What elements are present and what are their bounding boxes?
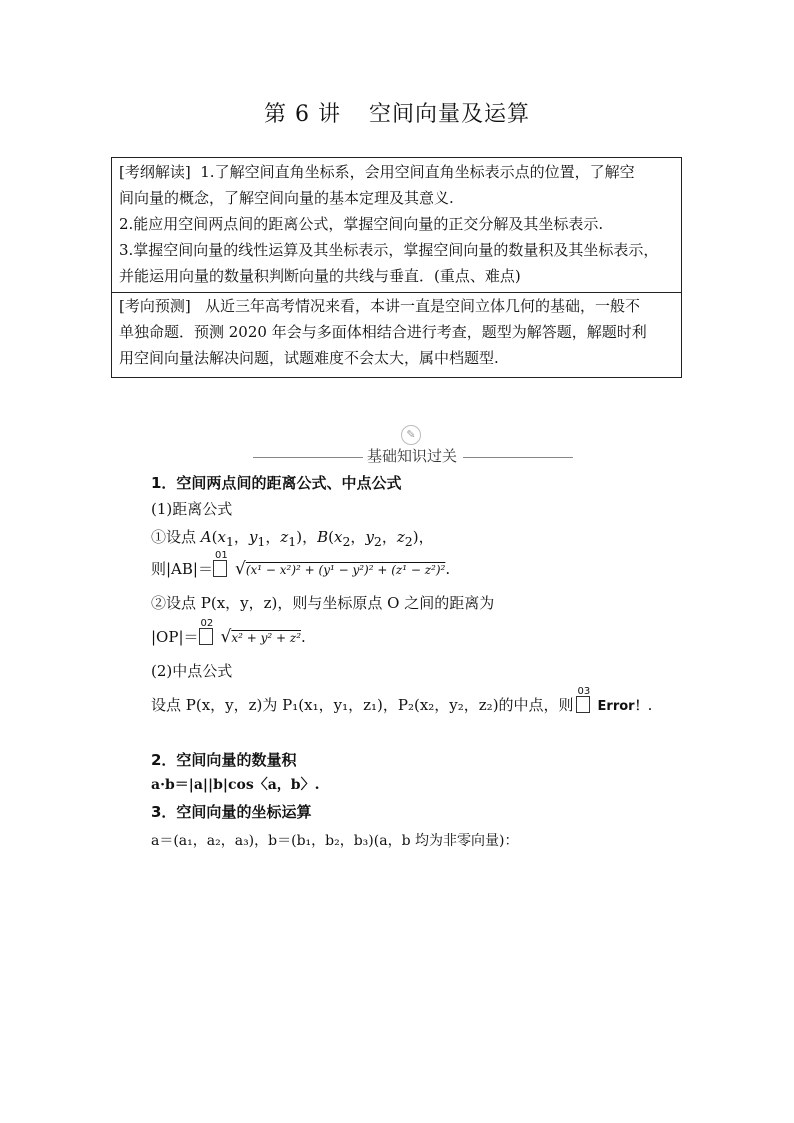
forecast-box — [111, 292, 682, 378]
distance-op-formula: x² + y² + z² — [231, 631, 302, 645]
distance-op-line: |OP|＝ 02 √x² + y² + z². — [151, 618, 306, 647]
syllabus-line-3: 2.能应用空间两点间的距离公式，掌握空间向量的正交分解及其坐标表示. — [119, 215, 604, 233]
answer-placeholder-03: 03 — [576, 696, 590, 713]
forecast-tag: [考向预测] — [119, 297, 191, 315]
section-3-heading: 3．空间向量的坐标运算 — [151, 803, 312, 821]
distance-ab-line: 则|AB|＝ 01 √(x¹ − x²)² + (y¹ − y²)² + (z¹ − z²)². — [151, 550, 451, 579]
divider-label: 基础知识过关 — [366, 447, 457, 465]
distance-ab-formula: (x¹ − x²)² + (y¹ − y²)² + (z¹ − z²)² — [245, 563, 446, 577]
answer-placeholder-01: 01 — [213, 560, 227, 577]
sqrt-icon: √ — [234, 559, 246, 579]
divider-line-left — [253, 457, 363, 458]
section-divider — [253, 425, 573, 465]
syllabus-box — [111, 157, 682, 293]
point-p-line: ②设点 P(x，y，z)，则与坐标原点 O 之间的距离为 — [151, 594, 495, 612]
point-ab-line: ①设点 $A(x_1$，$y_1$，$z_1$)，$B(x_2$，$y_2$，$z_2$)， — [151, 528, 434, 549]
coordinate-operation-line: a＝(a₁，a₂，a₃)，b＝(b₁，b₂，b₃)(a，b 均为非零向量)： — [151, 833, 519, 849]
syllabus-line-1: [考纲解读] 1.了解空间直角坐标系，会用空间直角坐标表示点的位置，了解空 — [119, 163, 635, 181]
sqrt-icon: √ — [220, 627, 232, 647]
syllabus-tag: [考纲解读] — [119, 163, 191, 181]
pencil-icon: ✎ — [401, 425, 421, 445]
forecast-line-3: 用空间向量法解决问题，试题难度不会太大，属中档题型. — [119, 349, 499, 367]
section-2-heading: 2．空间向量的数量积 — [151, 751, 297, 769]
error-text: Error！ — [597, 699, 648, 714]
syllabus-line-5: 并能运用向量的数量积判断向量的共线与垂直．(重点、难点) — [119, 267, 521, 285]
syllabus-line-4: 3.掌握空间向量的线性运算及其坐标表示，掌握空间向量的数量积及其坐标表示， — [119, 241, 659, 259]
divider-line-right — [463, 457, 573, 458]
forecast-line-2: 单独命题．预测 2020 年会与多面体相结合进行考查，题型为解答题，解题时利 — [119, 323, 647, 341]
syllabus-line-2: 间向量的概念，了解空间向量的基本定理及其意义. — [119, 189, 454, 207]
distance-formula-label: (1)距离公式 — [151, 500, 233, 518]
page-title — [0, 97, 794, 128]
midpoint-line: 设点 P(x，y，z)为 P₁(x₁，y₁，z₁)，P₂(x₂，y₂，z₂)的中点，则 03 Error！. — [151, 686, 653, 714]
dot-product-formula: a·b＝|a||b|cos〈a，b〉. — [151, 777, 320, 793]
midpoint-formula-label: (2)中点公式 — [151, 662, 233, 680]
lecture-number: 第 6 讲 — [264, 102, 341, 127]
forecast-line-1: [考向预测] 从近三年高考情况来看，本讲一直是空间立体几何的基础，一般不 — [119, 297, 641, 315]
section-1-heading: 1．空间两点间的距离公式、中点公式 — [151, 474, 402, 492]
lecture-title: 空间向量及运算 — [368, 102, 530, 127]
answer-placeholder-02: 02 — [199, 628, 213, 645]
